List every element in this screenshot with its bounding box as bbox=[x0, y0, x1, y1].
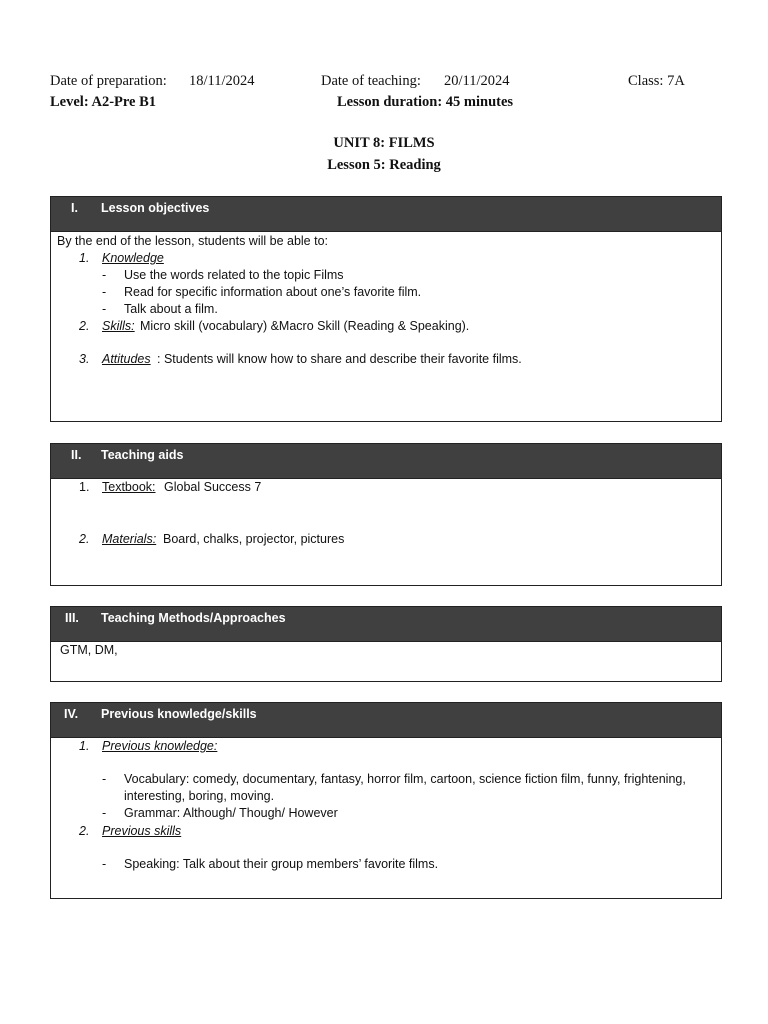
bullet-dash: - bbox=[102, 268, 107, 282]
lesson-title: Lesson 5: Reading bbox=[327, 157, 441, 173]
section-title: Previous knowledge/skills bbox=[101, 707, 257, 721]
list-number: 1. bbox=[79, 480, 90, 494]
methods-text: GTM, DM, bbox=[60, 643, 118, 657]
section-header bbox=[51, 197, 721, 232]
skills-label: Skills: bbox=[102, 319, 135, 333]
list-item: Use the words related to the topic Films bbox=[124, 268, 344, 282]
textbook-label: Textbook: bbox=[102, 480, 156, 494]
skills-text: Micro skill (vocabulary) &Macro Skill (Reading & Speaking). bbox=[140, 319, 470, 333]
bullet-dash: - bbox=[102, 772, 107, 786]
speaking-line: Speaking: Talk about their group members’ favorite films. bbox=[124, 857, 439, 871]
bullet-dash: - bbox=[102, 302, 107, 316]
prep-label: Date of preparation: bbox=[50, 73, 167, 89]
section-header bbox=[51, 607, 721, 642]
list-item: Read for specific information about one’s favorite film. bbox=[124, 285, 422, 299]
section-number: I. bbox=[71, 201, 78, 215]
prep-date: 18/11/2024 bbox=[189, 73, 255, 89]
list-number: 2. bbox=[79, 824, 90, 838]
section-previous-knowledge bbox=[50, 702, 722, 899]
section-title: Lesson objectives bbox=[101, 201, 210, 215]
textbook-text: Global Success 7 bbox=[164, 480, 262, 494]
list-number: 2. bbox=[79, 532, 90, 546]
section-title: Teaching Methods/Approaches bbox=[101, 611, 286, 625]
section-header bbox=[51, 703, 721, 738]
vocabulary-line: Vocabulary: comedy, documentary, fantasy, horror film, cartoon, science fiction film, funny, frightening, bbox=[124, 772, 686, 786]
duration-label: Lesson duration: 45 minutes bbox=[337, 94, 514, 110]
teach-date: 20/11/2024 bbox=[444, 73, 510, 89]
grammar-line: Grammar: Although/ Though/ However bbox=[124, 806, 338, 820]
teach-label: Date of teaching: bbox=[321, 73, 421, 89]
attitudes-text: : Students will know how to share and describe their favorite films. bbox=[157, 352, 522, 366]
bullet-dash: - bbox=[102, 285, 107, 299]
bullet-dash: - bbox=[102, 806, 107, 820]
intro-text: By the end of the lesson, students will be able to: bbox=[57, 234, 329, 248]
class-label: Class: 7A bbox=[628, 73, 685, 89]
section-number: IV. bbox=[64, 707, 79, 721]
previous-knowledge-label: Previous knowledge: bbox=[102, 739, 218, 753]
materials-text: Board, chalks, projector, pictures bbox=[163, 532, 345, 546]
unit-title: UNIT 8: FILMS bbox=[333, 135, 435, 151]
attitudes-label: Attitudes bbox=[102, 352, 151, 366]
list-number: 1. bbox=[79, 739, 90, 753]
section-number: III. bbox=[65, 611, 79, 625]
section-title: Teaching aids bbox=[101, 448, 184, 462]
level-label: Level: A2-Pre B1 bbox=[50, 94, 157, 110]
section-objectives bbox=[50, 196, 722, 422]
knowledge-label: Knowledge bbox=[102, 251, 164, 265]
vocabulary-line: interesting, boring, moving. bbox=[124, 789, 275, 803]
section-number: II. bbox=[71, 448, 82, 462]
list-number: 3. bbox=[79, 352, 90, 366]
list-number: 1. bbox=[79, 251, 90, 265]
previous-skills-label: Previous skills bbox=[102, 824, 182, 838]
materials-label: Materials: bbox=[102, 532, 157, 546]
section-methods bbox=[50, 606, 722, 682]
list-number: 2. bbox=[79, 319, 90, 333]
section-header bbox=[51, 444, 721, 479]
list-item: Talk about a film. bbox=[124, 302, 218, 316]
bullet-dash: - bbox=[102, 857, 107, 871]
section-teaching-aids bbox=[50, 443, 722, 586]
